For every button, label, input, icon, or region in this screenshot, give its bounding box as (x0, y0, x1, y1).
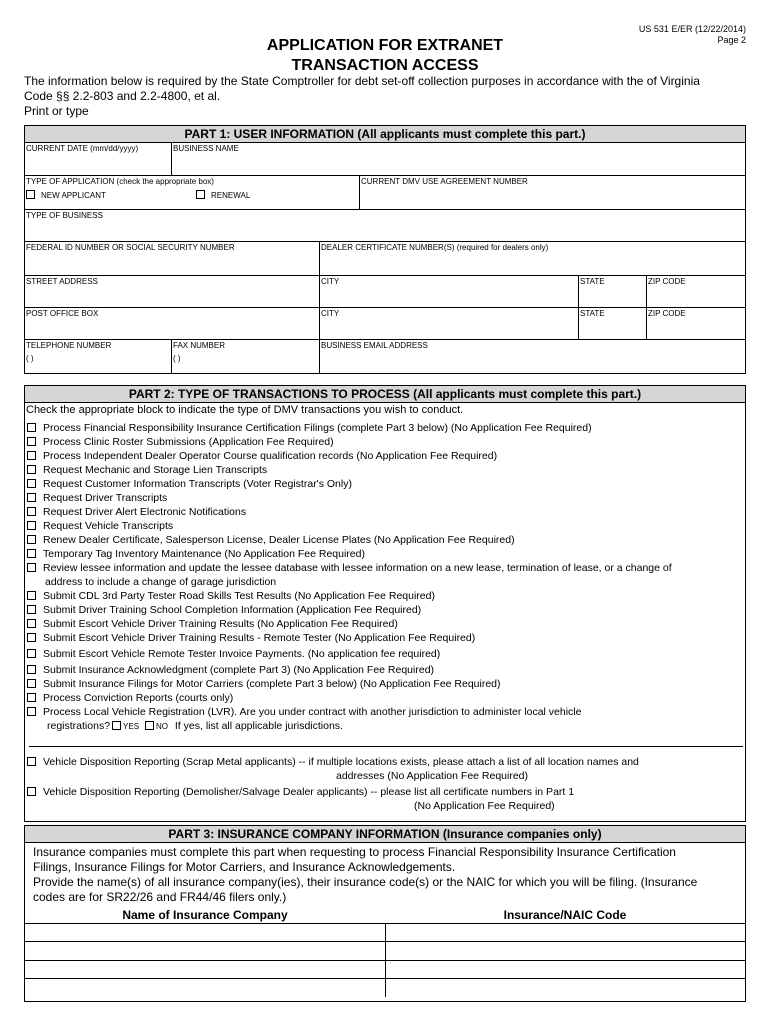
part3-line-3: Provide the name(s) of all insurance company(ies), their insurance code(s) or the NAIC for which you will be filing. (Insurance (33, 875, 698, 889)
lvr-no-label: NO (155, 722, 168, 731)
checkbox[interactable] (27, 707, 36, 716)
type-of-application-field (25, 176, 359, 209)
lvr-yes-checkbox[interactable] (112, 721, 121, 730)
po-state-field[interactable] (578, 308, 646, 339)
option-review-lessee-continued: address to include a change of garage jurisdiction (45, 576, 277, 588)
option-demolisher-continued: (No Application Fee Required) (414, 800, 555, 812)
intro-text (24, 74, 746, 119)
option-demolisher[interactable] (27, 786, 574, 799)
option-local-vehicle-registration[interactable] (27, 706, 581, 719)
checkbox[interactable] (27, 521, 36, 530)
option-insurance-motor-carriers[interactable] (27, 678, 501, 691)
part2-instruction: Check the appropriate block to indicate the type of DMV transactions you wish to conduct. (26, 404, 464, 416)
option-independent-dealer[interactable] (27, 450, 497, 463)
insurance-name-input[interactable] (25, 960, 385, 979)
lvr-question: registrations? (47, 720, 111, 732)
option-label: Process Clinic Roster Submissions (Application Fee Required) (43, 436, 334, 448)
option-escort-vehicle-remote[interactable] (27, 632, 475, 645)
state-label: STATE (580, 277, 605, 286)
lvr-yes-label: YES (123, 722, 140, 731)
insurance-name-input[interactable] (25, 923, 385, 942)
part3-header: PART 3: INSURANCE COMPANY INFORMATION (Insurance companies only) (24, 825, 746, 843)
zip-code-label: ZIP CODE (648, 277, 686, 286)
option-customer-info[interactable] (27, 478, 352, 491)
po-box-label: POST OFFICE BOX (26, 309, 99, 318)
checkbox[interactable] (27, 423, 36, 432)
lvr-instruction: If yes, list all applicable jurisdictions. (174, 720, 343, 732)
option-label: Renew Dealer Certificate, Salesperson License, Dealer License Plates (No Application Fee Required) (43, 534, 515, 546)
renewal-option[interactable] (196, 190, 250, 201)
federal-id-label: FEDERAL ID NUMBER OR SOCIAL SECURITY NUMBER (26, 243, 235, 252)
title-line-1: APPLICATION FOR EXTRANET (266, 37, 504, 54)
col-insurance-name: Name of Insurance Company (122, 908, 288, 923)
checkbox[interactable] (27, 591, 36, 600)
insurance-name-input[interactable] (25, 979, 385, 998)
current-date-field[interactable] (25, 143, 171, 175)
fax-area-code: ( ) (173, 354, 181, 363)
intro-line-1: The information below is required by the State Comptroller for debt set-off collection purposes in accordance with the of Virginia (24, 74, 700, 88)
telephone-field[interactable] (25, 340, 171, 373)
option-mechanic-lien[interactable] (27, 464, 267, 477)
page-number: Page 2 (717, 35, 746, 45)
part2-body (24, 402, 746, 822)
fax-field[interactable] (171, 340, 319, 373)
checkbox[interactable] (27, 451, 36, 460)
option-label: Submit Insurance Filings for Motor Carriers (complete Part 3 below) (No Application Fee Required) (43, 678, 501, 690)
option-renew-dealer[interactable] (27, 534, 515, 547)
part3-body (24, 842, 746, 1002)
option-escort-invoice[interactable] (27, 648, 440, 661)
option-label: Temporary Tag Inventory Maintenance (No Application Fee Required) (43, 548, 365, 560)
option-escort-vehicle[interactable] (27, 618, 398, 631)
option-label: Request Mechanic and Storage Lien Transcripts (43, 464, 268, 476)
city-field[interactable] (319, 276, 578, 307)
checkbox[interactable] (27, 787, 36, 796)
po-zip-code-field[interactable] (646, 308, 745, 339)
option-financial-responsibility[interactable] (27, 422, 592, 435)
insurance-name-input[interactable] (25, 942, 385, 961)
option-label: Submit Driver Training School Completion Information (Application Fee Required) (43, 604, 422, 616)
insurance-table-header (25, 908, 745, 923)
option-label: Process Independent Dealer Operator Course qualification records (No Application Fee Required) (43, 450, 498, 462)
telephone-label: TELEPHONE NUMBER (26, 341, 112, 350)
insurance-code-input[interactable] (385, 923, 745, 942)
option-driver-transcripts[interactable] (27, 492, 167, 505)
option-label: Submit Insurance Acknowledgment (complete Part 3) (No Application Fee Required) (43, 664, 435, 676)
type-of-business-label: TYPE OF BUSINESS (26, 211, 103, 220)
part2-header: PART 2: TYPE OF TRANSACTIONS TO PROCESS (All applicants must complete this part.) (24, 385, 746, 403)
option-temporary-tag[interactable] (27, 548, 365, 561)
federal-id-field[interactable] (25, 242, 319, 275)
part3-line-2: Filings, Insurance Filings for Motor Carriers, and Insurance Acknowledgements. (33, 860, 456, 874)
state-field[interactable] (578, 276, 646, 307)
lvr-continued (47, 720, 343, 733)
dmv-agreement-label: CURRENT DMV USE AGREEMENT NUMBER (361, 177, 528, 186)
option-label: Submit CDL 3rd Party Tester Road Skills Test Results (No Application Fee Required) (43, 590, 435, 602)
checkbox[interactable] (27, 757, 36, 766)
checkbox[interactable] (27, 693, 36, 702)
checkbox[interactable] (27, 465, 36, 474)
business-name-field[interactable] (171, 143, 745, 175)
street-address-field[interactable] (25, 276, 319, 307)
part2-divider (29, 746, 743, 747)
option-label: Process Local Vehicle Registration (LVR). Are you under contract with another jurisdiction to administer local vehicle (43, 706, 582, 718)
insurance-code-input[interactable] (385, 960, 745, 979)
option-label: Vehicle Disposition Reporting (Demolisher/Salvage Dealer applicants) -- please list all certificate numbers in Part 1 (43, 786, 575, 798)
option-insurance-acknowledgment[interactable] (27, 664, 434, 677)
option-label: Submit Escort Vehicle Remote Tester Invoice Payments. (No application fee required) (43, 648, 441, 660)
part3-instructions (33, 845, 733, 905)
checkbox[interactable] (27, 619, 36, 628)
option-label: Submit Escort Vehicle Driver Training Results - Remote Tester (No Application Fee Required) (43, 632, 476, 644)
zip-code-field[interactable] (646, 276, 745, 307)
dmv-agreement-field[interactable] (359, 176, 745, 209)
option-label: Vehicle Disposition Reporting (Scrap Metal applicants) -- if multiple locations exists, please attach a list of all location names and (43, 756, 639, 768)
part3-line-1: Insurance companies must complete this part when requesting to process Financial Responsibility Insurance Certification (33, 845, 676, 859)
checkbox[interactable] (27, 649, 36, 658)
option-label: Submit Escort Vehicle Driver Training Results (No Application Fee Required) (43, 618, 398, 630)
option-review-lessee[interactable] (27, 562, 672, 575)
page-title (0, 36, 770, 76)
checkbox[interactable] (27, 665, 36, 674)
fax-label: FAX NUMBER (173, 341, 226, 350)
po-box-field[interactable] (25, 308, 319, 339)
part1-header: PART 1: USER INFORMATION (All applicants must complete this part.) (24, 125, 746, 143)
col-insurance-code: Insurance/NAIC Code (503, 908, 627, 923)
new-applicant-checkbox[interactable] (26, 190, 35, 199)
checkbox[interactable] (27, 679, 36, 688)
email-field[interactable] (319, 340, 745, 373)
option-label: Request Driver Alert Electronic Notifications (43, 506, 247, 518)
checkbox[interactable] (27, 479, 36, 488)
table-row (25, 979, 745, 998)
form-number: US 531 E/ER (12/22/2014) (638, 24, 746, 34)
checkbox[interactable] (27, 605, 36, 614)
type-of-business-field[interactable] (25, 210, 745, 241)
street-address-label: STREET ADDRESS (26, 277, 98, 286)
checkbox[interactable] (27, 633, 36, 642)
checkbox[interactable] (27, 549, 36, 558)
new-applicant-label: NEW APPLICANT (41, 191, 106, 200)
option-label: Process Conviction Reports (courts only) (43, 692, 234, 704)
table-row (25, 942, 745, 961)
po-state-label: STATE (580, 309, 605, 318)
po-city-label: CITY (321, 309, 340, 318)
checkbox[interactable] (27, 507, 36, 516)
table-row (25, 923, 745, 942)
telephone-area-code: ( ) (26, 354, 34, 363)
insurance-table (25, 908, 745, 997)
option-driver-training-school[interactable] (27, 604, 421, 617)
checkbox[interactable] (27, 535, 36, 544)
option-label: Request Driver Transcripts (43, 492, 168, 504)
insurance-code-input[interactable] (385, 979, 745, 998)
insurance-code-input[interactable] (385, 942, 745, 961)
dealer-cert-field[interactable] (319, 242, 745, 275)
dealer-cert-label: DEALER CERTIFICATE NUMBER(S) (required for dealers only) (321, 243, 549, 252)
option-vehicle-transcripts[interactable] (27, 520, 173, 533)
option-label: Request Vehicle Transcripts (43, 520, 174, 532)
part1-grid (24, 143, 746, 374)
option-conviction-reports[interactable] (27, 692, 233, 705)
current-date-label: CURRENT DATE (mm/dd/yyyy) (26, 144, 139, 153)
new-applicant-option[interactable] (26, 190, 196, 201)
title-line-2: TRANSACTION ACCESS (291, 57, 479, 74)
table-row (25, 960, 745, 979)
business-name-label: BUSINESS NAME (173, 144, 239, 153)
city-label: CITY (321, 277, 340, 286)
checkbox[interactable] (27, 437, 36, 446)
option-label: Request Customer Information Transcripts (Voter Registrar's Only) (43, 478, 352, 490)
option-scrap-metal[interactable] (27, 756, 639, 769)
po-city-field[interactable] (319, 308, 578, 339)
option-label: Review lessee information and update the lessee database with lessee information on a new lease, termination of lease, or a change of (43, 562, 672, 574)
option-clinic-roster[interactable] (27, 436, 334, 449)
option-scrap-metal-continued: addresses (No Application Fee Required) (336, 770, 529, 782)
checkbox[interactable] (27, 493, 36, 502)
option-label: Process Financial Responsibility Insurance Certification Filings (complete Part 3 below) (No Application Fee Required) (43, 422, 592, 434)
email-label: BUSINESS EMAIL ADDRESS (321, 341, 428, 350)
intro-line-2: Code §§ 2.2-803 and 2.2-4800, et al. (24, 89, 221, 103)
part3-line-4: codes are for SR22/26 and FR44/46 filers only.) (33, 890, 287, 904)
po-zip-code-label: ZIP CODE (648, 309, 686, 318)
renewal-checkbox[interactable] (196, 190, 205, 199)
checkbox[interactable] (27, 563, 36, 572)
type-of-application-label: TYPE OF APPLICATION (check the appropriate box) (26, 177, 214, 186)
intro-line-3: Print or type (24, 104, 89, 118)
lvr-no-checkbox[interactable] (145, 721, 154, 730)
option-cdl-tester[interactable] (27, 590, 435, 603)
renewal-label: RENEWAL (211, 191, 251, 200)
option-driver-alert[interactable] (27, 506, 246, 519)
